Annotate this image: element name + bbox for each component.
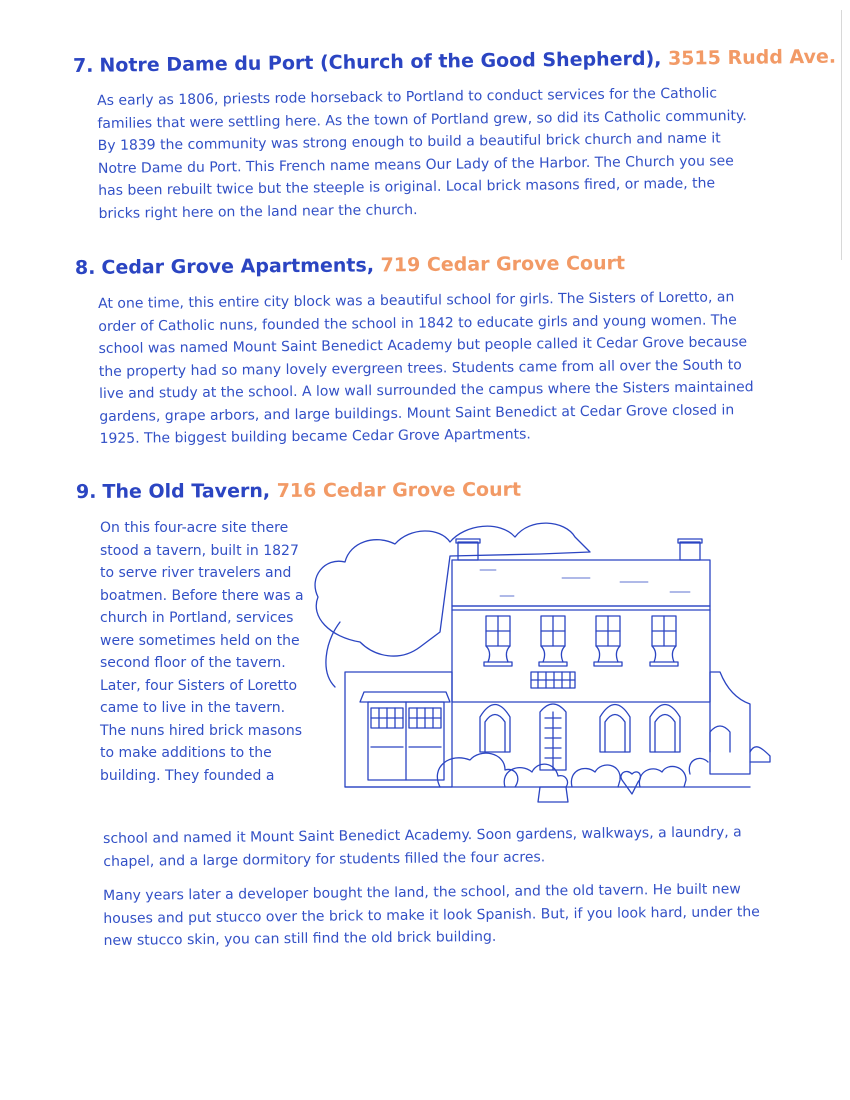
section-title: Cedar Grove Apartments,	[101, 254, 375, 279]
section-8-heading	[75, 251, 625, 280]
section-address: 719 Cedar Grove Court	[380, 252, 626, 277]
section-title: Notre Dame du Port (Church of the Good Shepherd),	[99, 47, 662, 77]
section-9-text-final: Many years later a developer bought the land, the school, and the old tavern. He built new houses and put stucco over the brick to make it look Spanish. But, if you look hard, under the new stucco skin, you can still find the old brick building.	[103, 881, 760, 949]
section-address: 716 Cedar Grove Court	[276, 478, 522, 502]
section-7-text: As early as 1806, priests rode horseback to Portland to conduct services for the Catholic families that were settling here. As the town of Portland grew, so did its Catholic community. By 1839 the community was strong enough to build a beautiful brick church and name it Notre Dame du Port. This French name means Our Lady of the Harbor. The Church you see has been rebuilt twice but the steeple is original. Local brick masons fired, or made, the bricks right here on the land near the church.	[97, 85, 747, 222]
section-7-heading	[73, 45, 836, 78]
old-tavern-illustration	[300, 512, 775, 817]
section-9-text-wrapped: On this four-acre site there stood a tavern, built in 1827 to serve river travelers and boatmen. Before there was a church in Portland, services were sometimes held on the second floor of the tavern. Later, four Sisters of Loretto came to live in the tavern. The nuns hired brick masons to make additions to the building. They founded a	[100, 520, 304, 784]
scan-edge-line	[841, 10, 842, 260]
section-9-text-continued: school and named it Mount Saint Benedict Academy. Soon gardens, walkways, a laundry, a chapel, and a large dormitory for students filled the four acres.	[103, 824, 742, 870]
section-title: The Old Tavern,	[102, 479, 271, 503]
section-number: 7.	[72, 54, 94, 77]
section-number: 9.	[75, 480, 97, 503]
section-number: 8.	[74, 256, 96, 279]
section-8-text: At one time, this entire city block was a beautiful school for girls. The Sisters of Loretto, an order of Catholic nuns, founded the school in 1842 to educate girls and young women. The school was named Mount Saint Benedict Academy but people called it Cedar Grove because the property had so many lovely evergreen trees. Students came from all over the South to live and study at the school. A low wall surrounded the campus where the Sisters maintained gardens, grape arbors, and large buildings. Mount Saint Benedict at Cedar Grove closed in 1925. The biggest building became Cedar Grove Apartments.	[98, 289, 754, 447]
section-address: 3515 Rudd Ave.	[667, 45, 837, 70]
section-9-heading	[76, 478, 521, 504]
